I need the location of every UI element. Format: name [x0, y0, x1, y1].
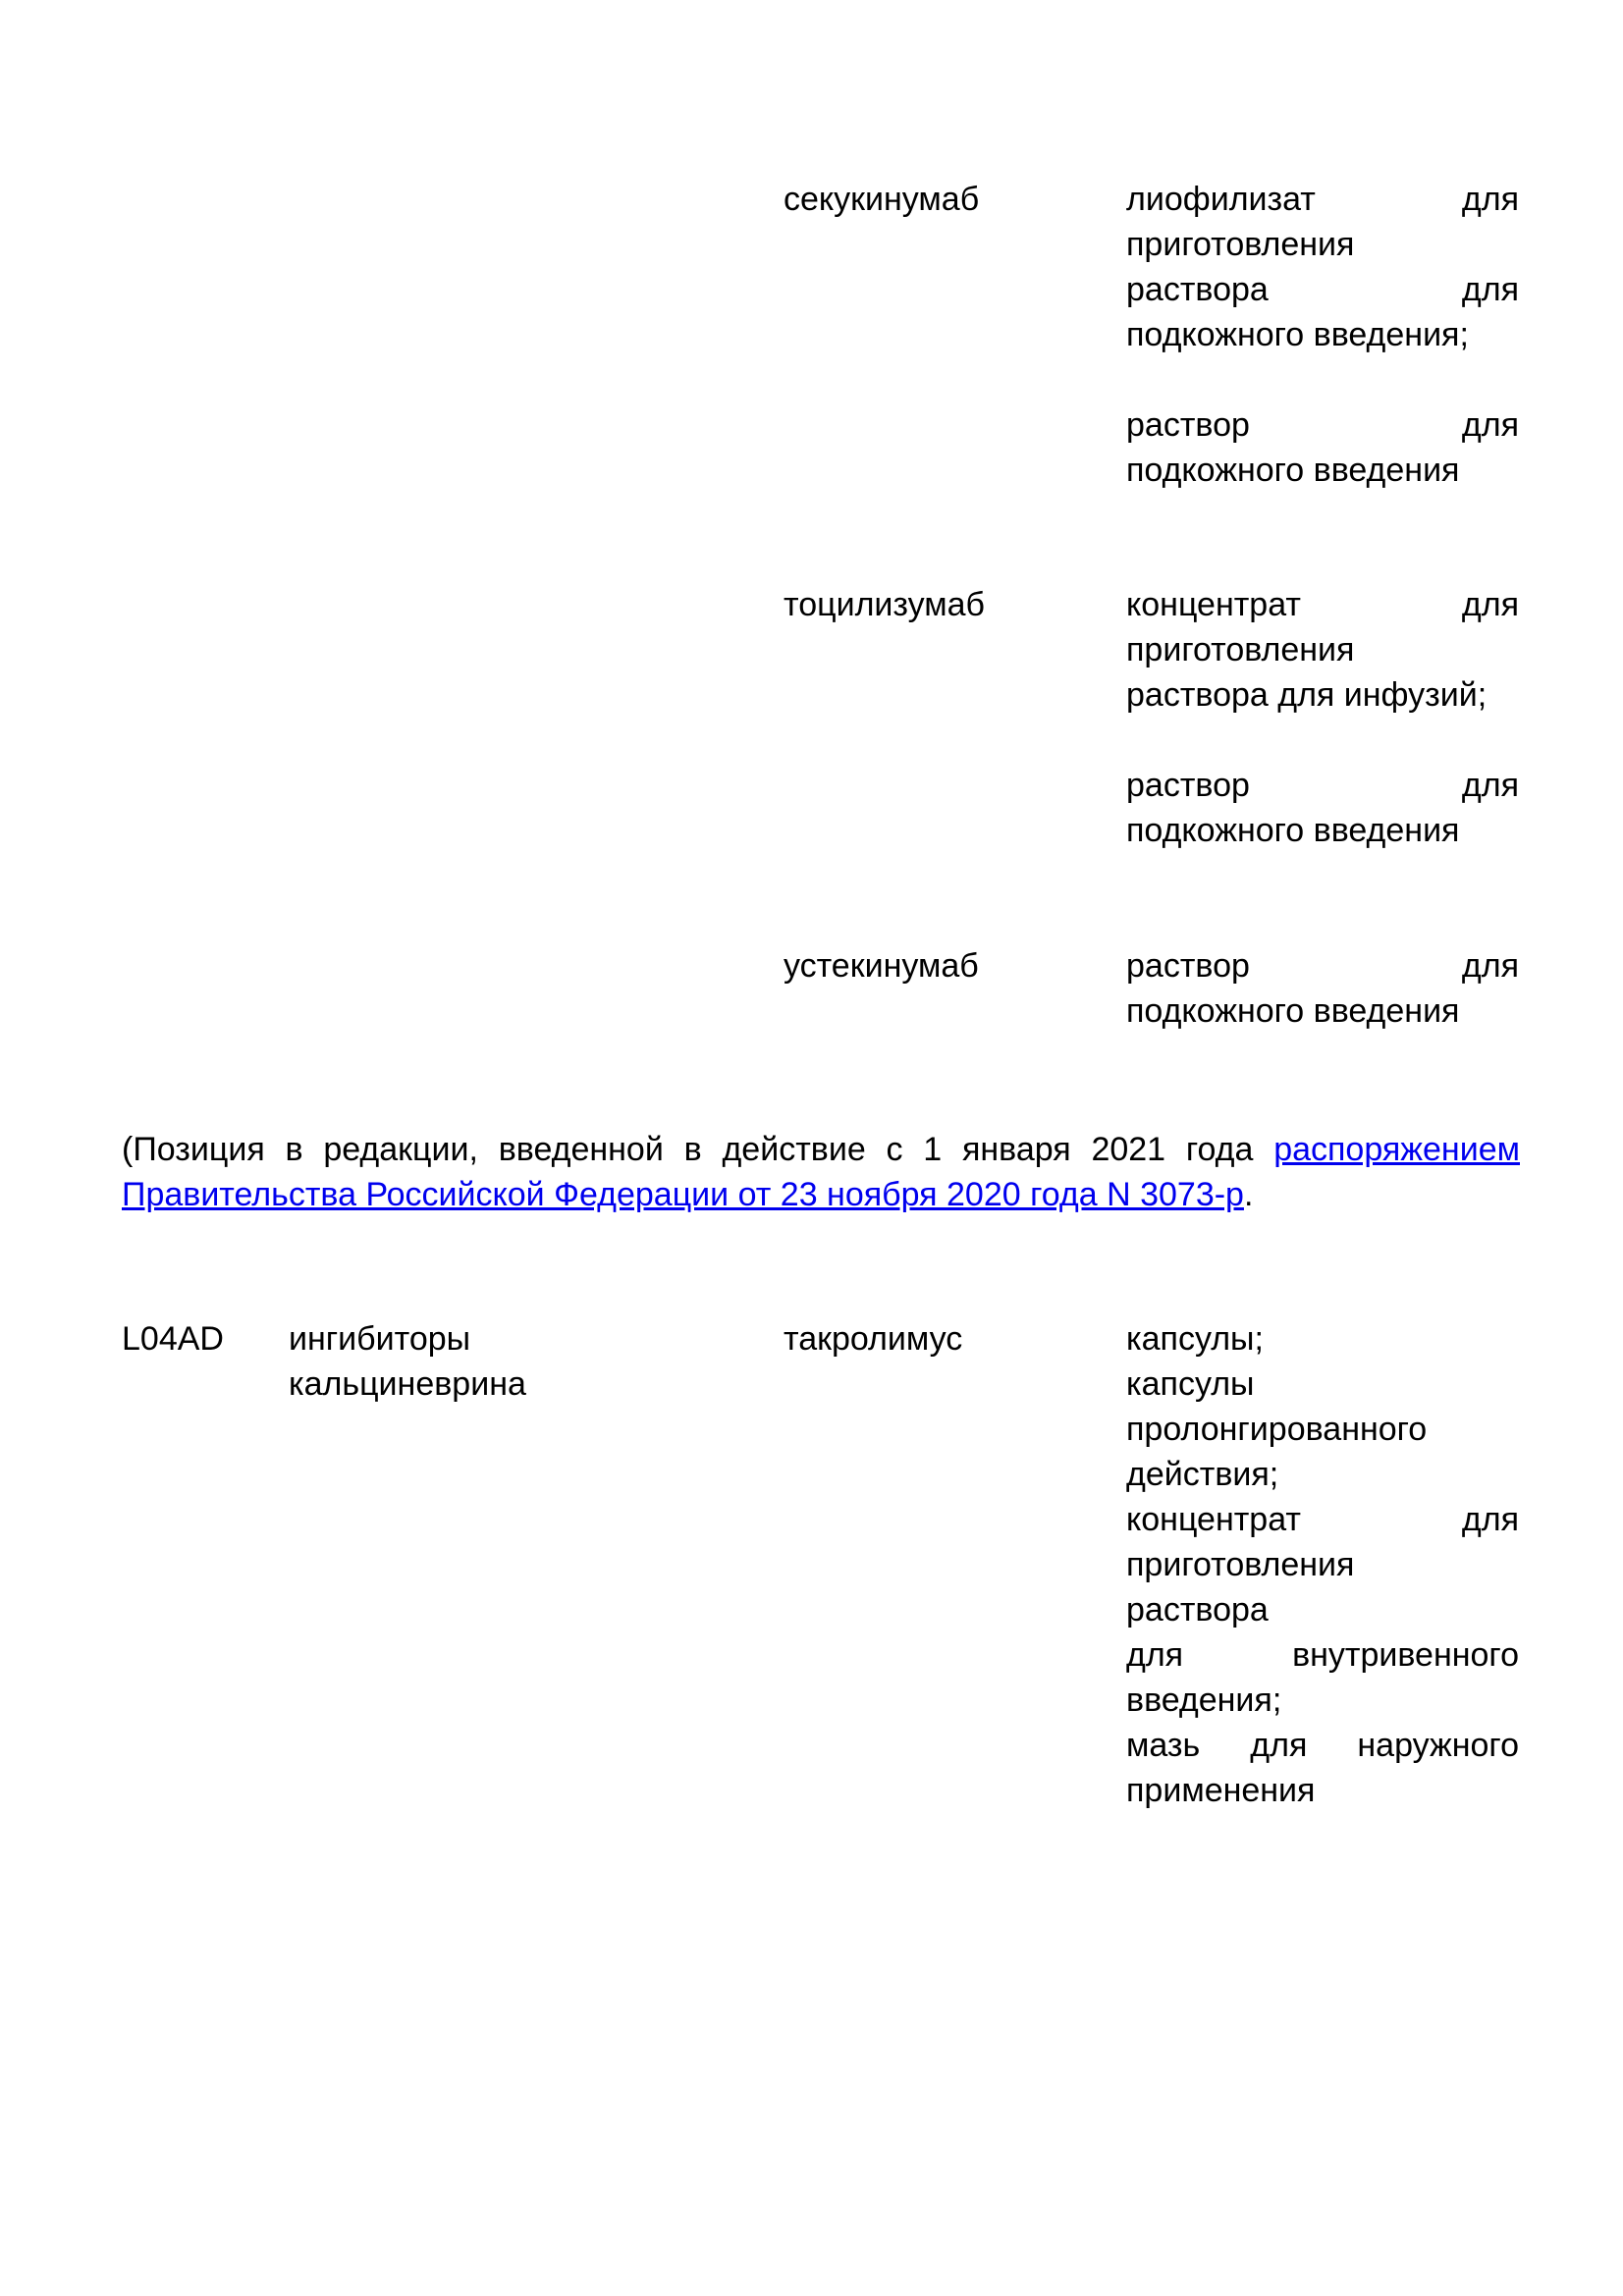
atc-code: L04AD [122, 1320, 224, 1358]
drug-name-ustekinumab: устекинумаб [784, 947, 979, 985]
form-line: подкожного введения [1126, 812, 1460, 849]
form-line: подкожного введения; [1126, 316, 1469, 353]
form-line: подкожного введения [1126, 452, 1460, 489]
form-line: раствор для [1126, 406, 1519, 444]
group-line: кальциневрина [289, 1365, 526, 1403]
form-line: лиофилизат для [1126, 181, 1519, 218]
dosage-forms-secukinumab [1126, 177, 1519, 493]
form-line: для внутривенного [1126, 1636, 1519, 1674]
decree-link[interactable]: распоряжением [1273, 1131, 1520, 1168]
form-gap [1126, 718, 1519, 763]
drug-name-secukinumab: секукинумаб [784, 181, 980, 218]
form-line: мазь для наружного [1126, 1727, 1519, 1764]
form-line: приготовления [1126, 631, 1355, 668]
form-line: приготовления [1126, 226, 1355, 263]
form-line: пролонгированного [1126, 1411, 1428, 1448]
note-line-1 [122, 1127, 1520, 1172]
form-line: действия; [1126, 1456, 1279, 1493]
form-line: капсулы [1126, 1365, 1255, 1403]
form-line: применения [1126, 1772, 1316, 1809]
dosage-forms-tacrolimus [1126, 1316, 1519, 1813]
drug-name-tocilizumab: тоцилизумаб [784, 586, 985, 623]
form-line: раствор для [1126, 767, 1519, 804]
form-line: приготовления [1126, 1546, 1355, 1583]
form-line: капсулы; [1126, 1320, 1264, 1358]
note-prefix: (Позиция в редакции, введенной в действие с 1 января 2021 года [122, 1131, 1274, 1168]
form-line: раствора для инфузий; [1126, 676, 1488, 714]
form-line: концентрат для [1126, 586, 1519, 623]
form-line: раствора для [1126, 271, 1519, 308]
form-line: концентрат для [1126, 1501, 1519, 1538]
decree-link-continued[interactable]: Правительства Российской Федерации от 23 ноября 2020 года N 3073-р [122, 1176, 1244, 1213]
note-suffix: . [1243, 1176, 1254, 1213]
dosage-forms-ustekinumab [1126, 943, 1519, 1034]
group-line: ингибиторы [289, 1320, 471, 1358]
revision-note [122, 1127, 1520, 1217]
form-gap [1126, 357, 1519, 402]
atc-group-name [289, 1316, 701, 1407]
form-line: раствор для [1126, 947, 1519, 985]
form-line: подкожного введения [1126, 992, 1460, 1030]
drug-name-tacrolimus: такролимус [784, 1320, 963, 1358]
form-line: введения; [1126, 1682, 1282, 1719]
note-line-2 [122, 1172, 1520, 1217]
dosage-forms-tocilizumab [1126, 582, 1519, 853]
form-line: раствора [1126, 1591, 1269, 1629]
